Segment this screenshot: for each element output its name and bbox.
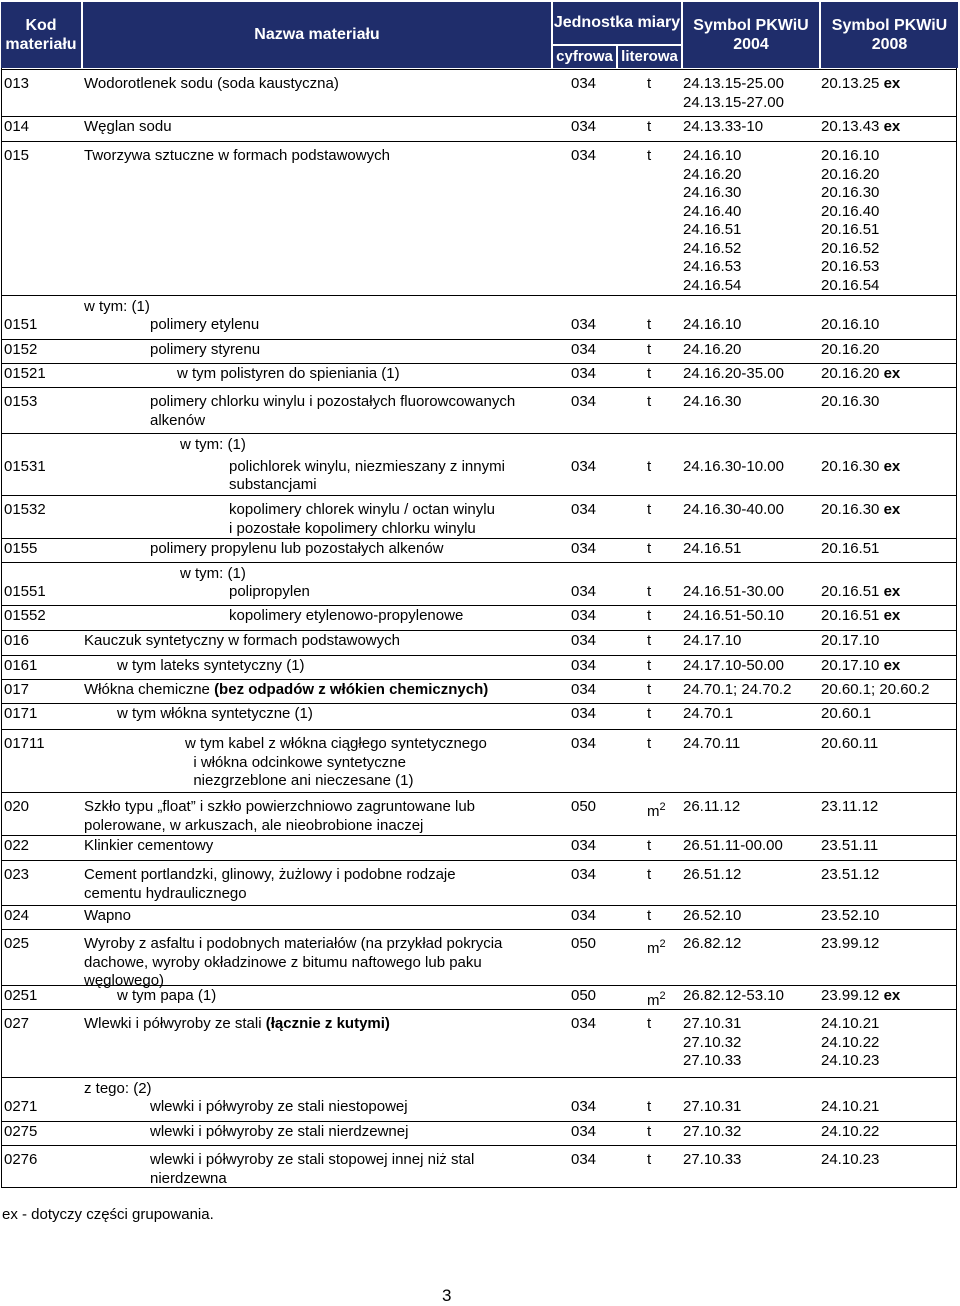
material-name-text: Wyroby z asfaltu i podobnych materiałów (na przykład pokrycia dachowe, wyroby okładzinowe z bitumu naftowego lub paku węglowego) [84, 935, 503, 989]
unit-letter-text: t [647, 341, 652, 358]
unit-letter-text: t [647, 1123, 652, 1140]
unit-letter-text: t [647, 1015, 652, 1032]
material-name [185, 735, 487, 791]
unit-letter [647, 798, 666, 822]
material-code: 01521 [4, 365, 46, 382]
unit-numeric: 034 [571, 147, 597, 164]
material-name-text: Wlewki i półwyroby ze stali [84, 1015, 266, 1032]
row-separator [1, 703, 957, 704]
unit-letter-text: t [647, 75, 652, 92]
row-group-label: z tego: (2) [84, 1080, 152, 1097]
pkwiu-2008-text: 20.16.10 [821, 315, 880, 333]
pkwiu-2008-code [821, 316, 879, 335]
header-nazwa: Nazwa materiału [83, 2, 551, 68]
pkwiu-2008-text: 20.13.43 [821, 118, 884, 135]
unit-numeric: 034 [571, 837, 597, 854]
pkwiu-2008-text: 20.17.10 [821, 657, 884, 674]
unit-letter [647, 681, 651, 700]
material-name [177, 365, 400, 384]
material-code: 0152 [4, 341, 38, 358]
unit-numeric: 050 [571, 798, 597, 815]
ex-marker: ex [883, 457, 901, 475]
unit-letter [647, 316, 651, 335]
row-separator [1, 630, 957, 631]
unit-numeric: 050 [571, 987, 597, 1004]
row-separator [1, 495, 957, 496]
unit-letter [647, 540, 651, 559]
unit-letter [647, 735, 651, 754]
material-name [150, 393, 515, 430]
row-separator [1, 295, 957, 296]
material-name [84, 837, 213, 856]
material-code: 0153 [4, 393, 38, 410]
unit-numeric: 034 [571, 118, 597, 135]
pkwiu-2008-code [821, 987, 900, 1006]
material-name [229, 458, 505, 495]
material-code: 023 [4, 866, 30, 883]
pkwiu-2008-text: 23.51.11 [821, 837, 879, 854]
material-code: 027 [4, 1015, 30, 1032]
material-name [229, 583, 310, 602]
row-separator [1, 860, 957, 861]
material-name-text: Węglan sodu [84, 118, 172, 135]
header-jednostka: Jednostka miary [553, 2, 681, 44]
pkwiu-2008-code [821, 735, 878, 754]
material-name-text: Szkło typu „float” i szkło powierzchniowo zagruntowane lub polerowane, w arkuszach, ale nieobrobione inaczej [84, 798, 476, 834]
table-border-left [1, 68, 2, 1188]
unit-letter-text: t [647, 632, 652, 649]
unit-numeric: 034 [571, 705, 597, 722]
material-name-text: polimery etylenu [150, 315, 260, 333]
unit-letter [647, 458, 651, 477]
material-name [84, 866, 456, 903]
material-name-text: w tym włókna syntetyczne (1) [117, 705, 313, 722]
row-separator [1, 562, 957, 563]
material-name-text: w tym polistyren do spieniania (1) [177, 365, 400, 382]
unit-letter-text: t [647, 365, 652, 382]
material-code: 022 [4, 837, 30, 854]
row-group-label: w tym: (1) [180, 436, 246, 453]
row-separator [1, 387, 957, 388]
material-name [150, 1098, 408, 1117]
material-name [150, 316, 259, 335]
pkwiu-2008-text: 24.10.22 [821, 1123, 880, 1140]
unit-letter [647, 583, 651, 602]
material-name-text: wlewki i półwyroby ze stali niestopowej [150, 1097, 408, 1115]
ex-marker: ex [883, 118, 901, 135]
pkwiu-2008-text: 24.10.21 24.10.22 24.10.23 [821, 1015, 880, 1069]
pkwiu-2008-code [821, 365, 900, 384]
header-kod: Kod materiału [1, 2, 81, 68]
material-name [229, 607, 463, 626]
unit-letter [647, 705, 651, 724]
footnote: ex - dotyczy części grupowania. [2, 1206, 214, 1223]
header-literowa: literowa [618, 46, 681, 68]
unit-exponent: 2 [659, 938, 666, 950]
row-separator [1, 1009, 957, 1010]
pkwiu-2008-code [821, 705, 871, 724]
unit-numeric: 034 [571, 907, 597, 924]
pkwiu-2004-code: 24.13.15-25.00 24.13.15-27.00 [683, 75, 784, 111]
pkwiu-2008-text: 20.16.10 20.16.20 20.16.30 20.16.40 20.16.51 20.16.52 20.16.53 20.16.54 [821, 147, 880, 294]
unit-letter-text: t [647, 1097, 652, 1115]
material-code: 01532 [4, 501, 46, 518]
material-name [84, 147, 390, 166]
header-cyfrowa: cyfrowa [553, 46, 616, 68]
unit-letter-text: t [647, 837, 652, 854]
unit-letter [647, 341, 651, 360]
unit-letter-text: t [647, 907, 652, 924]
ex-marker: ex [883, 75, 901, 92]
unit-letter-text: t [647, 866, 652, 883]
unit-letter [647, 607, 651, 626]
pkwiu-2008-text: 20.60.1; 20.60.2 [821, 681, 930, 698]
material-code: 025 [4, 935, 30, 952]
pkwiu-2008-code [821, 75, 900, 94]
ex-marker: ex [883, 657, 901, 674]
unit-letter [647, 118, 651, 137]
unit-numeric: 034 [571, 1097, 597, 1115]
pkwiu-2004-code: 26.52.10 [683, 907, 742, 924]
material-name-text: Klinkier cementowy [84, 837, 214, 854]
pkwiu-2008-code [821, 866, 879, 885]
unit-letter [647, 75, 651, 94]
material-code: 017 [4, 681, 30, 698]
pkwiu-2008-text: 24.10.21 [821, 1097, 880, 1115]
unit-letter [647, 501, 651, 520]
unit-numeric: 034 [571, 866, 597, 883]
unit-letter [647, 866, 651, 885]
material-name [84, 1015, 390, 1034]
pkwiu-2008-text: 20.13.25 [821, 75, 884, 92]
pkwiu-2008-code [821, 657, 900, 676]
material-name-text: Tworzywa sztuczne w formach podstawowych [84, 147, 390, 164]
pkwiu-2008-code [821, 1123, 879, 1142]
material-name [150, 341, 260, 360]
pkwiu-2004-code: 24.17.10 [683, 632, 742, 649]
row-separator [1, 1077, 957, 1078]
material-code: 014 [4, 118, 30, 135]
pkwiu-2008-code [821, 118, 900, 137]
unit-letter [647, 393, 651, 412]
row-separator [1, 1187, 957, 1188]
unit-letter [647, 1151, 651, 1170]
pkwiu-2008-text: 20.16.20 [821, 365, 884, 382]
material-name-text: polichlorek winylu, niezmieszany z innymi substancjami [229, 457, 505, 493]
material-code: 01551 [4, 582, 46, 600]
pkwiu-2008-code [821, 1098, 879, 1117]
pkwiu-2004-code: 24.16.30-10.00 [683, 457, 784, 475]
pkwiu-2008-code [821, 1015, 879, 1071]
material-code: 01552 [4, 607, 46, 624]
unit-letter-text: t [647, 705, 652, 722]
pkwiu-2008-text: 20.16.20 [821, 341, 880, 358]
unit-numeric: 034 [571, 393, 597, 410]
pkwiu-2004-code: 27.10.31 27.10.32 27.10.33 [683, 1015, 742, 1069]
pkwiu-2008-text: 20.16.51 [821, 582, 884, 600]
unit-letter-text: m [647, 992, 660, 1009]
row-separator [1, 1145, 957, 1146]
material-name [117, 705, 313, 724]
material-name [84, 681, 488, 700]
material-name-text: w tym kabel z włókna ciągłego syntetycznego i włókna odcinkowe syntetyczne niezgrzeblone ani nieczesane (1) [185, 735, 487, 789]
ex-marker: ex [883, 501, 901, 518]
pkwiu-2008-text: 23.99.12 [821, 935, 880, 952]
pkwiu-2008-code [821, 798, 878, 817]
material-name-text: w tym papa (1) [117, 987, 217, 1004]
unit-letter-text: t [647, 457, 652, 475]
unit-letter [647, 1015, 651, 1034]
unit-numeric: 034 [571, 1151, 597, 1168]
material-name-text: wlewki i półwyroby ze stali stopowej innej niż stal nierdzewna [150, 1151, 475, 1187]
pkwiu-2008-code [821, 583, 900, 602]
material-code: 0251 [4, 987, 38, 1004]
material-name [229, 501, 495, 538]
material-name [84, 907, 131, 926]
unit-numeric: 034 [571, 315, 597, 333]
material-code: 015 [4, 147, 30, 164]
row-separator [1, 538, 957, 539]
table-border-right [956, 68, 957, 1188]
pkwiu-2004-code: 24.16.51-30.00 [683, 582, 784, 600]
material-name-text: Kauczuk syntetyczny w formach podstawowych [84, 632, 400, 649]
pkwiu-2004-code: 24.16.51 [683, 540, 742, 557]
unit-letter [647, 657, 651, 676]
pkwiu-2008-text: 20.16.51 [821, 607, 884, 624]
material-name-text: polipropylen [229, 582, 310, 600]
unit-exponent: 2 [659, 990, 666, 1002]
pkwiu-2008-code [821, 935, 879, 954]
pkwiu-2004-code: 24.70.11 [683, 735, 741, 752]
pkwiu-2004-code: 24.17.10-50.00 [683, 657, 784, 674]
unit-letter-text: t [647, 118, 652, 135]
pkwiu-2008-text: 20.16.30 [821, 457, 884, 475]
unit-numeric: 034 [571, 657, 597, 674]
pkwiu-2008-code [821, 632, 879, 651]
row-separator [1, 679, 957, 680]
material-name-text: Wodorotlenek sodu (soda kaustyczna) [84, 75, 339, 92]
pkwiu-2008-code [821, 458, 900, 477]
unit-letter-text: t [647, 1151, 652, 1168]
material-name-text: Włókna chemiczne [84, 681, 215, 698]
pkwiu-2008-code [821, 341, 879, 360]
pkwiu-2008-text: 23.11.12 [821, 798, 879, 815]
pkwiu-2004-code: 26.11.12 [683, 798, 741, 815]
unit-letter-text: t [647, 315, 652, 333]
unit-numeric: 034 [571, 457, 597, 475]
pkwiu-2008-code [821, 907, 879, 926]
material-name-text: polimery propylenu lub pozostałych alkenów [150, 540, 444, 557]
unit-letter [647, 1123, 651, 1142]
row-separator [1, 605, 957, 606]
row-group-label: w tym: (1) [84, 298, 150, 315]
material-name-text: wlewki i półwyroby ze stali nierdzewnej [150, 1123, 409, 1140]
pkwiu-2008-text: 20.16.30 [821, 393, 880, 410]
unit-letter [647, 837, 651, 856]
material-name [150, 540, 444, 559]
ex-marker: ex [883, 582, 901, 600]
pkwiu-2008-code [821, 393, 879, 412]
material-name [84, 632, 400, 651]
row-separator [1, 433, 957, 434]
material-code: 0151 [4, 315, 38, 333]
unit-letter-text: m [647, 803, 660, 820]
material-code: 01711 [4, 735, 45, 752]
pkwiu-2004-code: 24.16.10 24.16.20 24.16.30 24.16.40 24.16.51 24.16.52 24.16.53 24.16.54 [683, 147, 742, 294]
material-name [117, 987, 216, 1006]
pkwiu-2008-code [821, 147, 879, 295]
pkwiu-2008-text: 20.17.10 [821, 632, 880, 649]
pkwiu-2008-text: 23.99.12 [821, 987, 884, 1004]
material-name-note: (bez odpadów z włókien chemicznych) [214, 681, 489, 698]
pkwiu-2004-code: 27.10.32 [683, 1123, 742, 1140]
row-separator [1, 729, 957, 730]
pkwiu-2008-code [821, 1151, 879, 1170]
unit-letter-text: t [647, 501, 652, 518]
row-group-label: w tym: (1) [180, 565, 246, 582]
material-code: 024 [4, 907, 30, 924]
material-code: 013 [4, 75, 30, 92]
row-separator [1, 905, 957, 906]
pkwiu-2004-code: 26.51.11-00.00 [683, 837, 783, 854]
row-separator [1, 116, 957, 117]
pkwiu-2008-text: 20.16.51 [821, 540, 880, 557]
material-code: 01531 [4, 457, 46, 475]
pkwiu-2008-text: 23.52.10 [821, 907, 880, 924]
material-code: 0275 [4, 1123, 38, 1140]
unit-numeric: 034 [571, 582, 597, 600]
unit-letter-text: t [647, 735, 652, 752]
unit-exponent: 2 [659, 801, 666, 813]
ex-marker: ex [883, 365, 901, 382]
row-separator [1, 363, 957, 364]
pkwiu-2008-text: 20.60.11 [821, 735, 879, 752]
pkwiu-2004-code: 24.16.10 [683, 315, 742, 333]
pkwiu-2008-text: 24.10.23 [821, 1151, 880, 1168]
material-name-text: w tym lateks syntetyczny (1) [117, 657, 305, 674]
unit-letter-text: t [647, 681, 652, 698]
pkwiu-2008-code [821, 681, 929, 700]
unit-letter [647, 147, 651, 166]
header-pkwiu-2004: Symbol PKWiU 2004 [683, 2, 819, 68]
unit-numeric: 034 [571, 735, 597, 752]
unit-letter [647, 987, 666, 1011]
material-name [84, 118, 172, 137]
unit-numeric: 034 [571, 1123, 597, 1140]
pkwiu-2008-code [821, 540, 879, 559]
pkwiu-2008-text: 23.51.12 [821, 866, 880, 883]
material-code: 0155 [4, 540, 38, 557]
material-name [84, 935, 502, 991]
unit-letter-text: t [647, 607, 652, 624]
material-name-text: polimery chlorku winylu i pozostałych fluorowcowanych alkenów [150, 393, 516, 429]
pkwiu-2004-code: 24.16.30 [683, 393, 742, 410]
row-separator [1, 1121, 957, 1122]
pkwiu-2008-text: 20.16.30 [821, 501, 884, 518]
material-name [117, 657, 305, 676]
material-name-text: kopolimery etylenowo-propylenowe [229, 607, 464, 624]
material-name [150, 1151, 474, 1188]
unit-numeric: 050 [571, 935, 597, 952]
unit-numeric: 034 [571, 75, 597, 92]
pkwiu-2008-code [821, 837, 878, 856]
pkwiu-2004-code: 24.13.33-10 [683, 118, 764, 135]
unit-numeric: 034 [571, 341, 597, 358]
unit-numeric: 034 [571, 540, 597, 557]
material-name-note: (łącznie z kutymi) [265, 1015, 390, 1032]
pkwiu-2004-code: 24.16.20 [683, 341, 742, 358]
pkwiu-2004-code: 27.10.33 [683, 1151, 742, 1168]
unit-letter [647, 907, 651, 926]
unit-letter-text: t [647, 393, 652, 410]
pkwiu-2008-text: 20.60.1 [821, 705, 872, 722]
unit-numeric: 034 [571, 632, 597, 649]
ex-marker: ex [883, 987, 901, 1004]
row-separator [1, 69, 957, 70]
material-code: 0171 [4, 705, 38, 722]
unit-numeric: 034 [571, 1015, 597, 1032]
unit-letter-text: t [647, 582, 652, 600]
unit-letter [647, 1098, 651, 1117]
unit-letter [647, 365, 651, 384]
material-name-text: kopolimery chlorek winylu / octan winylu i pozostałe kopolimery chlorku winylu [229, 501, 495, 537]
row-separator [1, 929, 957, 930]
pkwiu-2004-code: 24.16.30-40.00 [683, 501, 784, 518]
unit-letter-text: t [647, 540, 652, 557]
material-code: 0271 [4, 1097, 38, 1115]
pkwiu-2004-code: 26.82.12-53.10 [683, 987, 784, 1004]
unit-letter [647, 632, 651, 651]
unit-letter-text: t [647, 147, 652, 164]
unit-letter-text: m [647, 940, 660, 957]
row-separator [1, 792, 957, 793]
pkwiu-2004-code: 24.16.51-50.10 [683, 607, 784, 624]
unit-letter-text: t [647, 657, 652, 674]
material-name-text: Cement portlandzki, glinowy, żużlowy i podobne rodzaje cementu hydraulicznego [84, 866, 456, 902]
unit-numeric: 034 [571, 365, 597, 382]
pkwiu-2008-code [821, 607, 900, 626]
unit-numeric: 034 [571, 607, 597, 624]
unit-numeric: 034 [571, 681, 597, 698]
material-code: 020 [4, 798, 30, 815]
row-separator [1, 835, 957, 836]
material-code: 0276 [4, 1151, 38, 1168]
pkwiu-2004-code: 26.51.12 [683, 866, 742, 883]
unit-numeric: 034 [571, 501, 597, 518]
material-name-text: Wapno [84, 907, 131, 924]
header-pkwiu-2008: Symbol PKWiU 2008 [821, 2, 958, 68]
ex-marker: ex [883, 607, 901, 624]
pkwiu-2004-code: 24.70.1; 24.70.2 [683, 681, 792, 698]
row-separator [1, 655, 957, 656]
row-separator [1, 339, 957, 340]
pkwiu-2004-code: 27.10.31 [683, 1097, 742, 1115]
row-separator [1, 141, 957, 142]
material-name [84, 75, 339, 94]
pkwiu-2004-code: 26.82.12 [683, 935, 742, 952]
material-code: 016 [4, 632, 30, 649]
pkwiu-2004-code: 24.16.20-35.00 [683, 365, 784, 382]
unit-letter [647, 935, 666, 959]
material-name-text: polimery styrenu [150, 341, 261, 358]
material-name [84, 798, 475, 835]
pkwiu-2008-code [821, 501, 900, 520]
material-code: 0161 [4, 657, 38, 674]
page-number: 3 [442, 1286, 452, 1305]
material-name [150, 1123, 408, 1142]
pkwiu-2004-code: 24.70.1 [683, 705, 734, 722]
